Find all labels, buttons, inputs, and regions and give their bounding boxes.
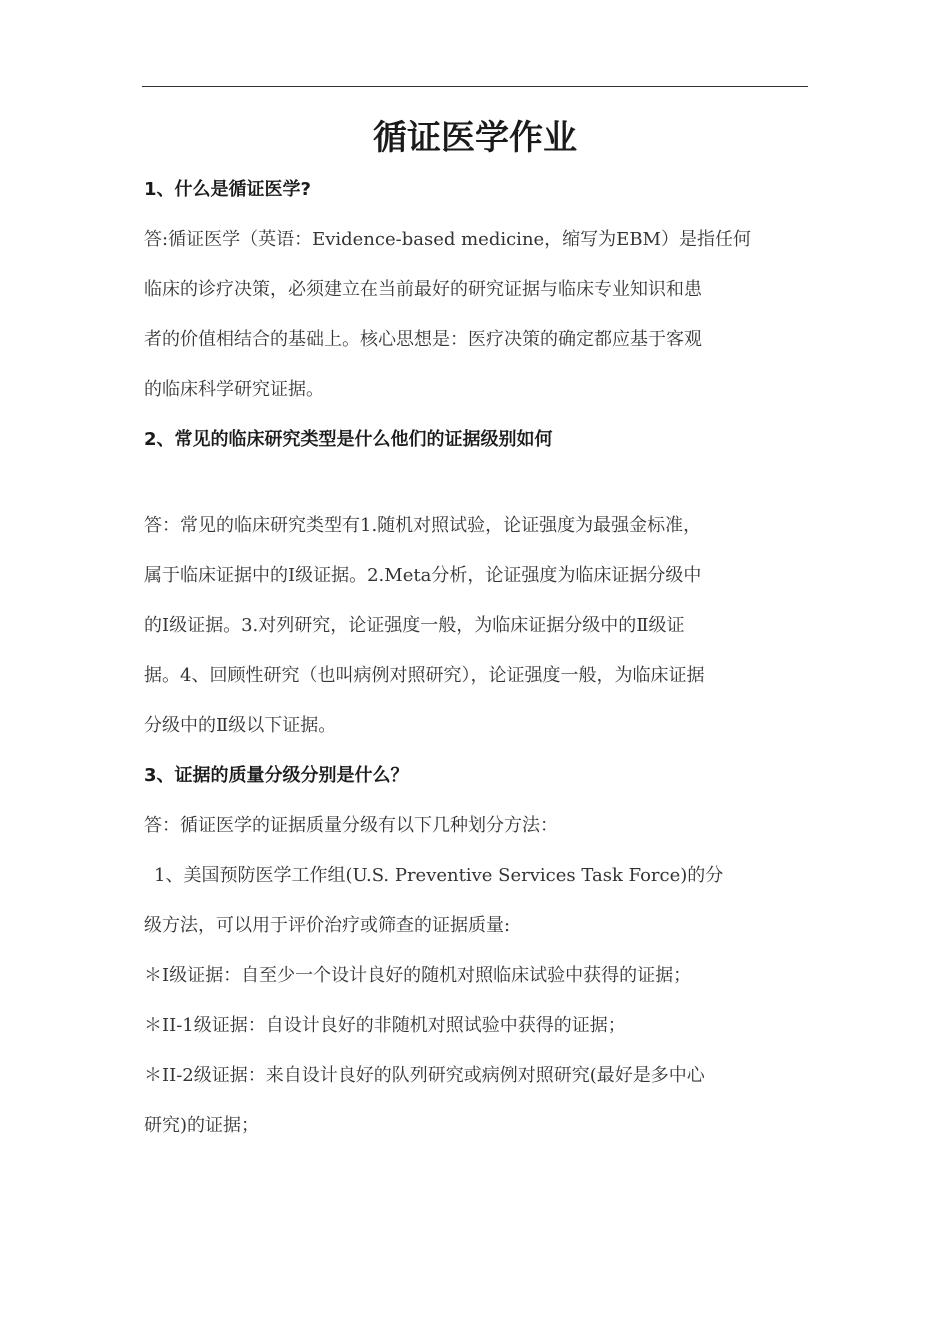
answer-1-line: 答:循证医学（英语：Evidence-based medicine，缩写为EBM）是指任何 <box>144 229 751 250</box>
document-title: 循证医学作业 <box>373 118 577 158</box>
method-1-line: 级方法，可以用于评价治疗或筛查的证据质量: <box>144 915 511 936</box>
question-3: 3、证据的质量分级分别是什么？ <box>144 765 409 786</box>
answer-2-line: 据。4、回顾性研究（也叫病例对照研究），论证强度一般，为临床证据 <box>144 665 705 686</box>
answer-3-intro: 答：循证医学的证据质量分级有以下几种划分方法： <box>144 815 558 836</box>
grade-item: ＊Ⅰ级证据：自至少一个设计良好的随机对照临床试验中获得的证据； <box>144 965 692 986</box>
question-1: 1、什么是循证医学? <box>144 179 311 200</box>
answer-2-line: 属于临床证据中的Ⅰ级证据。2.Meta分析，论证强度为临床证据分级中 <box>144 565 702 586</box>
answer-2-line: 分级中的Ⅱ级以下证据。 <box>144 715 337 736</box>
document-body <box>144 165 810 1151</box>
answer-2 <box>144 501 810 751</box>
answer-1-line: 者的价值相结合的基础上。核心思想是：医疗决策的确定都应基于客观 <box>144 329 702 350</box>
grade-item: 研究)的证据； <box>144 1115 260 1136</box>
grade-item: ＊II-1级证据：自设计良好的非随机对照试验中获得的证据； <box>144 1015 626 1036</box>
grade-item: ＊II-2级证据：来自设计良好的队列研究或病例对照研究(最好是多中心 <box>144 1065 705 1086</box>
header-rule <box>142 86 808 87</box>
question-2: 2、常见的临床研究类型是什么他们的证据级别如何 <box>144 429 553 450</box>
answer-1-line: 临床的诊疗决策，必须建立在当前最好的研究证据与临床专业知识和患 <box>144 279 702 300</box>
answer-1 <box>144 215 810 415</box>
answer-2-line: 答：常见的临床研究类型有1.随机对照试验，论证强度为最强金标准， <box>144 515 702 536</box>
blank-line <box>144 465 810 501</box>
method-1-line: 1、美国预防医学工作组(U.S. Preventive Services Task Force)的分 <box>154 865 724 886</box>
answer-1-line: 的临床科学研究证据。 <box>144 379 324 400</box>
answer-2-line: 的Ⅰ级证据。3.对列研究，论证强度一般，为临床证据分级中的Ⅱ级证 <box>144 615 685 636</box>
answer-3 <box>144 801 810 1151</box>
